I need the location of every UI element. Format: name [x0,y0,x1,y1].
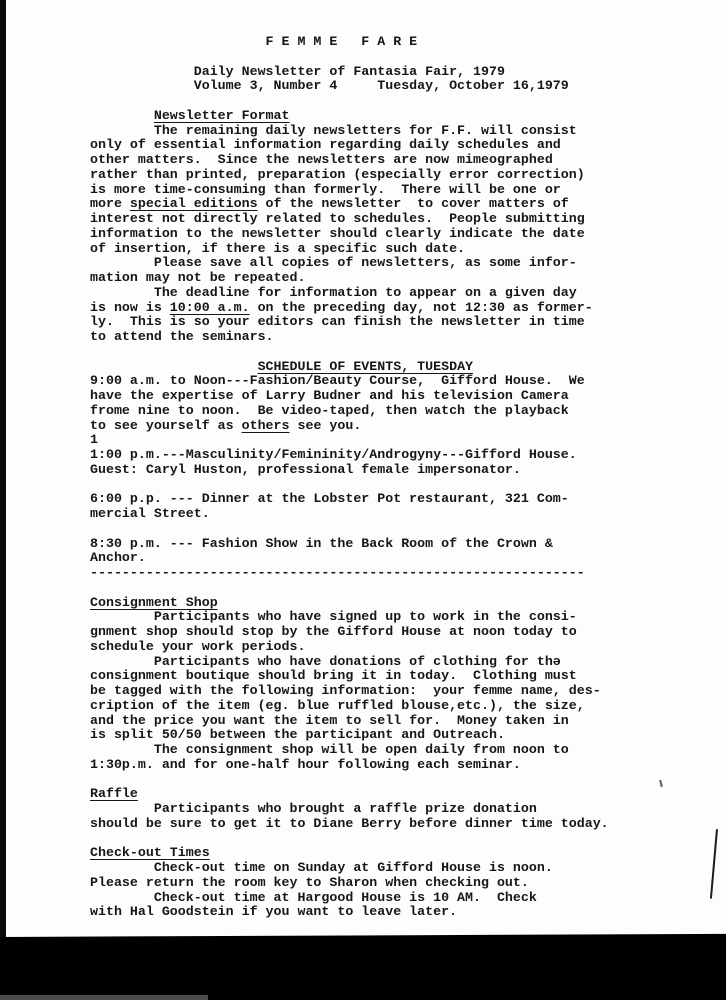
text-segment: on the preceding day, not 12:30 as former- [249,299,593,315]
doc-line [90,743,609,758]
text-segment: cription of the item (eg. blue ruffled blouse,etc.), the size, [90,697,585,713]
doc-line [90,846,609,861]
underlined-text: SCHEDULE OF EVENTS, TUESDAY [257,358,474,374]
text-segment: consignment boutique should bring it in today. Clothing must [90,668,577,684]
text-segment: information to the newsletter should clearly indicate the date [90,225,585,241]
doc-line [90,183,609,198]
doc-line [90,492,609,507]
text-segment: to see yourself as [90,417,242,433]
text-segment [90,359,258,374]
doc-line [90,699,609,714]
scan-edge-left-artifact [0,0,6,942]
doc-line [90,581,609,596]
doc-line [90,507,609,522]
doc-line [90,817,609,832]
text-segment: mercial Street. [90,506,210,521]
text-segment: see you. [289,417,362,433]
doc-line [90,94,609,109]
text-segment: Check-out time at Hargood House is 10 AM. Check [90,889,537,905]
doc-line [90,861,609,876]
text-segment: is now is [90,299,170,315]
text-segment: Participants who have signed up to work in the consi- [90,609,577,625]
text-segment: rather than printed, preparation (especially error correction) [90,166,585,182]
text-segment: frome nine to noon. Be video-taped, then watch the playback [90,402,569,418]
text-segment: The consignment shop will be open daily from noon to [90,742,569,757]
doc-line [90,905,609,920]
scan-edge-bottom-artifact [0,934,726,1000]
text-segment: 1 [90,432,98,448]
underlined-text: 10:00 a.m. [169,299,250,315]
doc-line [90,876,609,891]
doc-line [90,35,609,50]
text-segment: Anchor. [90,550,146,566]
doc-line [90,242,609,257]
doc-line [90,345,609,360]
text-segment: and the price you want the item to sell for. Money taken in [90,712,569,728]
text-segment: 6:00 p.p. --- Dinner at the Lobster Pot restaurant, 321 Com- [90,491,569,507]
doc-line [90,212,609,227]
typewritten-document-text [90,35,609,920]
text-segment: Please return the room key to Sharon when checking out. [90,874,529,890]
text-segment: -------------------------------------------------------------- [90,565,585,580]
doc-line [90,404,609,419]
text-segment: mation may not be repeated. [90,270,306,285]
doc-line [90,271,609,286]
doc-line [90,787,609,802]
text-segment: The remaining daily newsletters for F.F. will consist [90,122,577,138]
text-segment: of insertion, if there is a specific such date. [90,240,466,256]
text-segment: 8:30 p.m. --- Fashion Show in the Back Room of the Crown & [90,535,553,551]
doc-line [90,832,609,847]
text-segment: ly. This is so your editors can finish the newsletter in time [90,314,585,330]
doc-line [90,891,609,906]
text-segment: 1:30p.m. and for one-half hour following each seminar. [90,756,521,772]
pen-stroke-artifact [710,829,718,899]
doc-line [90,714,609,729]
doc-line [90,551,609,566]
doc-line [90,419,609,434]
doc-line [90,301,609,316]
doc-line [90,669,609,684]
doc-line [90,109,609,124]
doc-line [90,537,609,552]
doc-line [90,256,609,271]
doc-line [90,610,609,625]
text-segment: 9:00 a.m. to Noon---Fashion/Beauty Course, Gifford House. We [90,373,585,389]
doc-line [90,330,609,345]
text-segment: Guest: Caryl Huston, professional female impersonator. [90,461,521,477]
doc-line [90,197,609,212]
doc-line [90,153,609,168]
scan-strip-bottom-left-artifact [0,995,208,1000]
text-segment: Check-out time on Sunday at Gifford House is noon. [90,860,553,875]
underlined-text: special editions [129,196,258,212]
text-segment: is more time-consuming than formerly. There will be one or [90,181,561,197]
doc-line [90,360,609,375]
text-segment: only of essential information regarding daily schedules and [90,137,561,153]
text-segment: with Hal Goodstein if you want to leave later. [90,904,458,920]
doc-line [90,389,609,404]
text-segment: Participants who have donations of clothing for thǝ [90,653,561,669]
doc-line [90,625,609,640]
doc-line [90,684,609,699]
text-segment: have the expertise of Larry Budner and his television Camera [90,388,569,403]
doc-line [90,728,609,743]
doc-line [90,79,609,94]
doc-line [90,478,609,493]
text-segment: schedule your work periods. [90,638,306,654]
doc-line [90,50,609,65]
underlined-text: Consignment Shop [90,594,218,610]
underlined-text: Raffle [90,786,138,802]
doc-line [90,65,609,80]
text-segment: 1:00 p.m.---Masculinity/Femininity/Androgyny---Gifford House. [90,447,577,462]
text-segment: Daily Newsletter of Fantasia Fair, 1979 [90,63,505,79]
doc-line [90,374,609,389]
underlined-text: others [241,417,290,433]
text-segment: more [90,196,130,212]
text-segment: interest not directly related to schedules. People submitting [90,211,585,226]
doc-line [90,463,609,478]
doc-line [90,773,609,788]
text-segment: should be sure to get it to Diane Berry before dinner time today. [90,815,609,831]
doc-line [90,802,609,817]
doc-line [90,138,609,153]
doc-line [90,566,609,581]
text-segment: Volume 3, Number 4 Tuesday, October 16,1979 [90,78,569,94]
underlined-text: Newsletter Format [153,107,290,123]
doc-line [90,758,609,773]
text-segment: Please save all copies of newsletters, as some infor- [90,255,577,271]
doc-line [90,227,609,242]
text-segment: is split 50/50 between the participant and Outreach. [90,727,505,743]
doc-line [90,124,609,139]
doc-line [90,655,609,670]
text-segment [90,108,154,123]
doc-line [90,433,609,448]
text-segment: of the newsletter to cover matters of [257,196,569,212]
text-segment: gnment shop should stop by the Gifford House at noon today to [90,624,577,639]
text-segment: F E M M E F A R E [90,34,418,49]
doc-line [90,640,609,655]
pen-tick-artifact [659,780,663,787]
doc-line [90,448,609,463]
text-segment: The deadline for information to appear on a given day [90,284,577,300]
doc-line [90,596,609,611]
text-segment: be tagged with the following information: your femme name, des- [90,683,601,698]
text-segment: other matters. Since the newsletters are now mimeographed [90,152,553,167]
underlined-text: Check-out Times [90,845,210,861]
text-segment: to attend the seminars. [90,329,274,344]
doc-line [90,286,609,301]
text-segment: Participants who brought a raffle prize donation [90,801,537,816]
doc-line [90,522,609,537]
doc-line [90,168,609,183]
doc-line [90,315,609,330]
